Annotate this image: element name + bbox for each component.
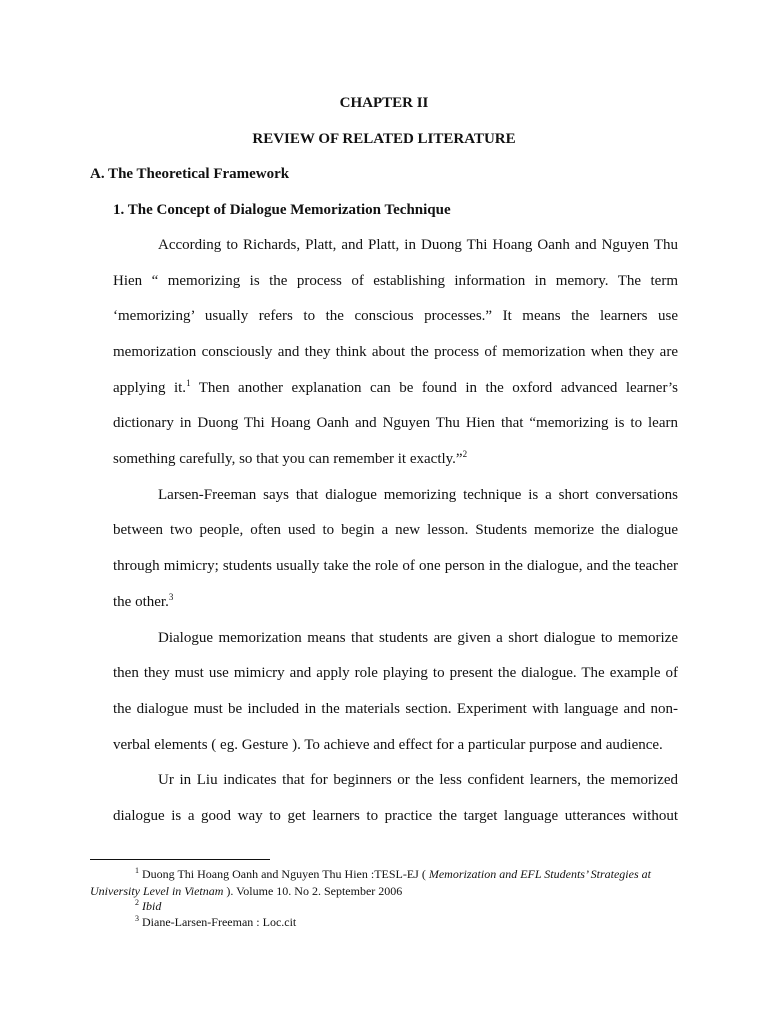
footnote-ref: 3 (168, 592, 174, 602)
paragraph-line: Dialogue memorization means that students are given a short dialogue to memorize (158, 630, 678, 646)
paragraph-line: the dialogue must be included in the materials section. Experiment with language and non- (113, 701, 678, 717)
footnote-italic-text: Ibid (142, 899, 162, 913)
footnote-number: 2 (135, 898, 139, 907)
paragraph-line: through mimicry; students usually take the role of one person in the dialogue, and the teacher (113, 558, 678, 574)
footnote-2 (135, 899, 161, 913)
paragraph-line (113, 379, 678, 397)
paragraph-line: Larsen-Freeman says that dialogue memorizing technique is a short conversations (158, 487, 678, 503)
paragraph-line (113, 450, 678, 468)
paragraph-line: between two people, often used to begin a new lesson. Students memorize the dialogue (113, 522, 678, 538)
footnote-separator (90, 859, 270, 860)
footnote-text: ). Volume 10. No 2. September 2006 (223, 884, 403, 898)
footnote-number: 1 (135, 866, 139, 875)
text-run: something carefully, so that you can remember it exactly.” (113, 451, 463, 467)
paragraph-line: memorization consciously and they think about the process of memorization when they are (113, 344, 678, 360)
footnote-italic-text: University Level in Vietnam (90, 884, 224, 898)
footnote-ref: 2 (462, 449, 468, 459)
footnote-ref: 1 (186, 378, 191, 388)
text-run: the other. (113, 594, 169, 610)
paragraph-line (113, 593, 678, 611)
paragraph-line: Ur in Liu indicates that for beginners or the less confident learners, the memorized (158, 772, 678, 788)
text-run: applying it. (113, 380, 187, 396)
chapter-title: REVIEW OF RELATED LITERATURE (252, 131, 516, 147)
footnote-text: Diane-Larsen-Freeman : Loc.cit (139, 915, 297, 929)
chapter-number: CHAPTER II (339, 95, 429, 111)
paragraph-line: ‘memorizing’ usually refers to the conscious processes.” It means the learners use (113, 308, 678, 324)
footnote-1-continued (90, 884, 402, 898)
subsection-heading: 1. The Concept of Dialogue Memorization Technique (113, 202, 451, 218)
footnote-text: Duong Thi Hoang Oanh and Nguyen Thu Hien :TESL-EJ ( (139, 867, 429, 881)
section-heading: A. The Theoretical Framework (90, 166, 290, 182)
footnote-3 (135, 915, 296, 929)
paragraph-line: Hien “ memorizing is the process of establishing information in memory. The term (113, 273, 678, 289)
paragraph-line: dictionary in Duong Thi Hoang Oanh and Nguyen Thu Hien that “memorizing is to learn (113, 415, 678, 431)
footnote-italic-text: Memorization and EFL Students’ Strategies at (428, 867, 651, 881)
paragraph-line: dialogue is a good way to get learners to practice the target language utterances without (113, 808, 678, 824)
paragraph-line: According to Richards, Platt, and Platt, in Duong Thi Hoang Oanh and Nguyen Thu (158, 237, 678, 253)
paragraph-line: verbal elements ( eg. Gesture ). To achieve and effect for a particular purpose and audience. (113, 737, 663, 753)
paragraph-line: then they must use mimicry and apply role playing to present the dialogue. The example of (113, 665, 678, 681)
footnote-number: 3 (135, 914, 139, 923)
footnote-1 (135, 867, 651, 881)
text-run: Then another explanation can be found in the oxford advanced learner’s (190, 380, 679, 396)
